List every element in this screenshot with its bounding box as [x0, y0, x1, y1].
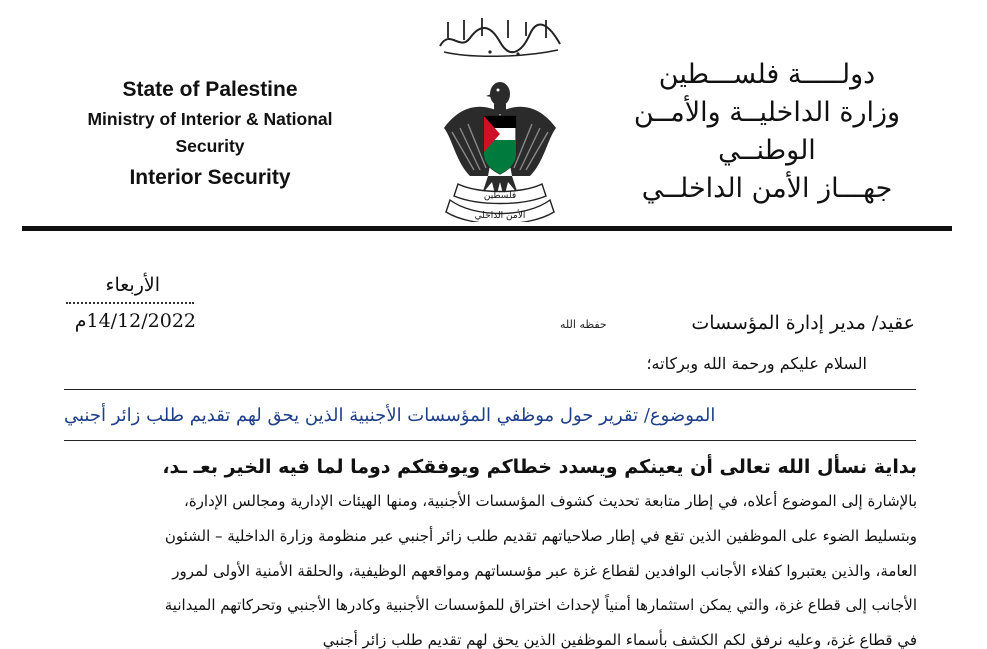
body-line: وبتسليط الضوء على الموظفين الذين تقع في إطار صلاحياتهم تقديم طلب زائر أجنبي عبر منظومة وزارة الداخلية – الشئون — [164, 527, 917, 545]
english-letterhead — [60, 74, 360, 196]
letter-opening: بداية نسأل الله تعالى أن يعينكم ويسدد خطاكم ويوفقكم دوما لما فيه الخير بعـ ـد، — [162, 456, 917, 478]
english-ministry-name-cont: Security — [175, 136, 245, 156]
basmala-calligraphy — [430, 8, 570, 60]
body-line: العامة، والذين يعتبروا كفلاء الأجانب الوافدين لقطاع غزة عبر مؤسساتهم ومواقعهم الوظيفية، والحلقة الأمنية الأولى لمرور — [172, 562, 917, 580]
recipient-honorific: حفظه الله — [560, 318, 607, 331]
day-of-week: الأربعاء — [105, 274, 160, 296]
header-divider — [22, 226, 952, 231]
emblem-ribbon-bottom: الأمن الداخلي — [474, 211, 526, 221]
emblem-ribbon-top: فلسطين — [483, 191, 517, 201]
date-divider — [66, 302, 194, 304]
basmala-icon — [430, 8, 570, 60]
arabic-department-name: جهـــاز الأمن الداخلــي — [641, 173, 893, 204]
letter-date: 14/12/2022م — [74, 310, 196, 332]
letter-recipient: عقيد/ مدير إدارة المؤسسات — [691, 312, 915, 334]
body-line: في قطاع غزة، وعليه نرفق لكم الكشف بأسماء الموظفين الذين يحق لهم تقديم طلب زائر أجنبي — [322, 631, 917, 649]
arabic-letterhead — [607, 56, 927, 208]
arabic-ministry-name: وزارة الداخليــة والأمــن — [633, 97, 901, 128]
body-line: الأجانب إلى قطاع غزة، والتي يمكن استثمارها أمنياً لإحداث اختراق للمؤسسات الأجنبية وكادرها الأجنبي وتحركاتهم الميدانية — [164, 596, 917, 614]
english-department-name: Interior Security — [129, 166, 291, 189]
english-ministry-name: Ministry of Interior & National — [87, 109, 333, 129]
palestinian-eagle-emblem-icon — [430, 72, 570, 222]
letter-subject: الموضوع/ تقرير حول موظفي المؤسسات الأجنبية الذين يحق لهم تقديم طلب زائر أجنبي — [64, 404, 716, 426]
arabic-country-name: دولـــــة فلســـطين — [658, 59, 876, 90]
letter-greeting: السلام عليكم ورحمة الله وبركاته؛ — [646, 354, 867, 373]
subject-box — [64, 389, 916, 441]
english-country-name: State of Palestine — [122, 78, 298, 101]
body-line: بالإشارة إلى الموضوع أعلاه، في إطار متابعة تحديث كشوف المؤسسات الأجنبية، ومنها الهيئات الإدارية ومجالس الإدارة، — [183, 492, 917, 510]
arabic-ministry-name-cont: الوطنــي — [718, 135, 816, 166]
